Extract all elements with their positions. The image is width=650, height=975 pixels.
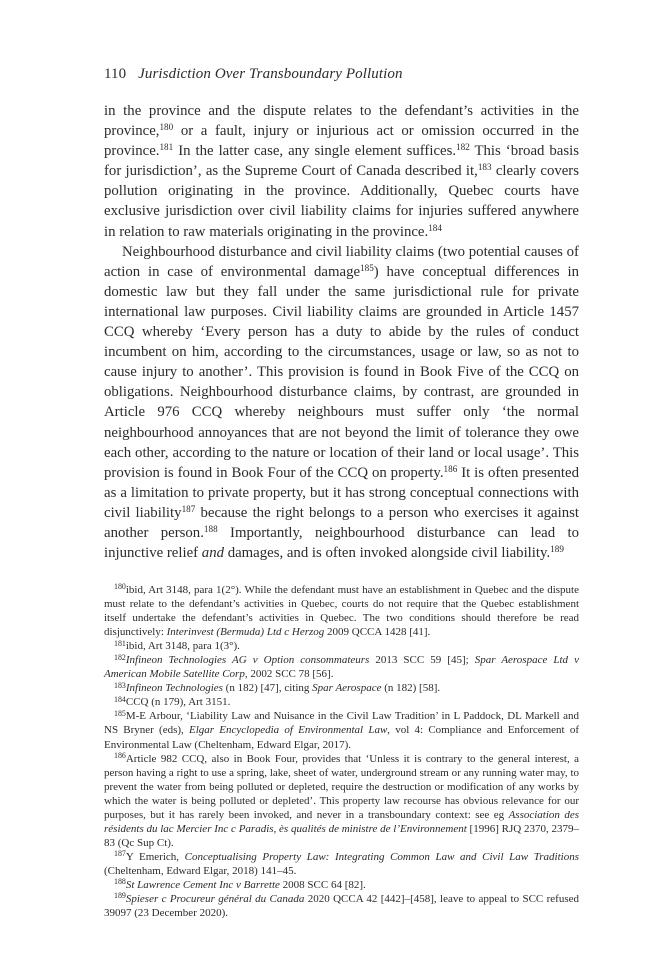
text-run: In the latter case, any single element suffices. bbox=[173, 143, 457, 160]
note-reference: 186 bbox=[443, 463, 458, 474]
text-run: Importantly, neighbourhood disturbance can lead to injunctive relief bbox=[104, 524, 580, 562]
footnote-number: 187 bbox=[114, 849, 126, 859]
text-run: Neighbourhood disturbance and civil liability claims (two potential causes of action in case of environmental damage bbox=[104, 243, 579, 280]
text-run: ibid, Art 3148, para 1(3°). bbox=[125, 640, 240, 653]
main-text bbox=[104, 101, 579, 563]
note-reference: 188 bbox=[203, 523, 218, 534]
footnote-number: 185 bbox=[114, 708, 126, 718]
text-run: 2009 QCCA 1428 [41]. bbox=[324, 626, 431, 639]
footnote bbox=[104, 583, 579, 639]
text-run: because the right belongs to a person who exercises it against another person. bbox=[104, 504, 579, 541]
text-run: , 2002 SCC 78 [56]. bbox=[244, 668, 334, 681]
footnote-number: 186 bbox=[114, 751, 126, 760]
running-header bbox=[104, 66, 403, 83]
text-run: or a fault, injury or injurious act or omission occurred in the province. bbox=[104, 123, 579, 160]
text-run: in the province and the dispute relates to the defendant’s activities in the province, bbox=[104, 103, 579, 140]
text-run: Y Emerich, bbox=[125, 850, 185, 863]
italic-text: and bbox=[201, 545, 224, 562]
italic-text: Elgar Encyclopedia of Environmental Law bbox=[189, 724, 388, 737]
text-run: 2013 SCC 59 [45]; bbox=[369, 654, 475, 667]
text-run: [1996] RJQ 2370, 2379–83 (Qc Sup Ct). bbox=[104, 822, 579, 849]
footnote bbox=[104, 681, 579, 695]
footnote-number: 189 bbox=[114, 891, 126, 901]
italic-text: St Lawrence Cement Inc v Barrette bbox=[125, 878, 280, 891]
note-reference: 187 bbox=[181, 503, 196, 514]
italic-text: Spar Aerospace Ltd v American Mobile Satellite Corp bbox=[104, 654, 579, 681]
footnote bbox=[104, 653, 579, 681]
note-reference: 185 bbox=[360, 262, 374, 273]
text-run: ibid, Art 3148, para 1(2°). While the defendant must have an establishment in Quebec and the dispute must relate to the defendant’s activities in Quebec, courts do not require that the Quebec establishment itself undertake the defendant’s activities in Quebec. The two conditions should therefore be read disjunctively: bbox=[104, 584, 579, 639]
footnotes bbox=[104, 583, 579, 920]
footnote bbox=[104, 695, 579, 709]
text-run: damages, and is often invoked alongside civil liability. bbox=[224, 545, 551, 562]
text-run: It is often presented as a limitation to private property, but it has strong conceptual connections with civil liability bbox=[104, 464, 579, 521]
text-run: CCQ (n 179), Art 3151. bbox=[125, 696, 231, 709]
note-reference: 189 bbox=[550, 544, 564, 555]
italic-text: Association des résidents du lac Mercier Inc c Paradis, ès qualités de ministre de l’Environnement bbox=[104, 808, 580, 835]
footnote bbox=[104, 850, 579, 878]
italic-text: Infineon Technologies bbox=[125, 682, 223, 695]
note-reference: 180 bbox=[159, 122, 174, 133]
note-reference: 182 bbox=[456, 142, 470, 153]
footnote-number: 183 bbox=[114, 680, 126, 690]
text-run: ) have conceptual differences in domestic law but they fall under the same jurisdictional rule for private international law purposes. Civil liability claims are grounded in Article 1457 CCQ whereby ‘Every person has a duty to abide by the rules of conduct incumbent on him, according to the circumstances, usage or law, so as not to cause injury to another’. This provision is found in Book Five of the CCQ on obligations. Neighbourhood disturbance claims, by contrast, are grounded in Article 976 CCQ whereby neighbours must suffer only ‘the normal neighbourhood annoyances that are not beyond the limit of tolerance they owe each other, according to the nature or location of their land or local usage’. This provision is found in Book Four of the CCQ on property. bbox=[104, 263, 579, 481]
italic-text: Infineon Technologies AG v Option consommateurs bbox=[125, 654, 370, 667]
text-run: Article 982 CCQ, also in Book Four, provides that ‘Unless it is contrary to the general interest, a person having a right to use a spring, lake, sheet of water, underground stream or any running water may, to prevent the water from being polluted or depleted, require the destruction or modification of any works by which the water is being polluted or depleted’. This property law recourse has obvious relevance for our purposes, but it has rarely been invoked, and never in a transboundary context: see eg bbox=[104, 752, 579, 821]
footnote bbox=[104, 639, 579, 653]
italic-text: Interinvest (Bermuda) Ltd c Herzog bbox=[166, 626, 325, 639]
text-run: (n 182) [47], citing bbox=[222, 682, 313, 695]
text-run: (n 182) [58]. bbox=[381, 682, 441, 695]
text-run: This ‘broad basis for jurisdiction’, as the Supreme Court of Canada described it, bbox=[104, 143, 579, 180]
body-paragraph bbox=[104, 101, 579, 242]
footnote bbox=[104, 878, 579, 892]
body-paragraph bbox=[104, 242, 579, 564]
text-run: , vol 4: Compliance and Enforcement of Environmental Law (Cheltenham, Edward Elgar, 2017). bbox=[104, 724, 579, 751]
note-reference: 183 bbox=[477, 162, 492, 173]
text-run: 2020 QCCA 42 [442]–[458], leave to appeal to SCC refused 39097 (23 December 2020). bbox=[104, 893, 579, 920]
text-run: M-E Arbour, ‘Liability Law and Nuisance in the Civil Law Tradition’ in L Paddock, DL Markell and NS Bryner (eds), bbox=[104, 710, 579, 737]
text-run: clearly covers pollution originating in the province. Additionally, Quebec courts have exclusive jurisdiction over civil liability claims for injuries suffered anywhere in relation to raw materials originating in the province. bbox=[104, 163, 579, 240]
running-title: Jurisdiction Over Transboundary Pollution bbox=[138, 66, 403, 82]
italic-text: Conceptualising Property Law: Integrating Common Law and Civil Law Traditions bbox=[184, 850, 579, 863]
footnote-number: 181 bbox=[114, 638, 126, 648]
footnote bbox=[104, 892, 579, 920]
text-run: (Cheltenham, Edward Elgar, 2018) 141–45. bbox=[104, 864, 297, 877]
note-reference: 184 bbox=[428, 222, 442, 233]
footnote-number: 180 bbox=[114, 582, 126, 592]
footnote-number: 188 bbox=[114, 877, 126, 887]
footnote-number: 182 bbox=[114, 652, 126, 662]
italic-text: Spar Aerospace bbox=[312, 682, 382, 695]
note-reference: 181 bbox=[159, 142, 174, 153]
italic-text: Spieser c Procureur général du Canada bbox=[125, 893, 305, 906]
footnote bbox=[104, 709, 579, 751]
page-number: 110 bbox=[104, 66, 127, 82]
footnote-number: 184 bbox=[114, 694, 126, 704]
footnote bbox=[104, 752, 579, 850]
text-run: 2008 SCC 64 [82]. bbox=[279, 878, 366, 891]
